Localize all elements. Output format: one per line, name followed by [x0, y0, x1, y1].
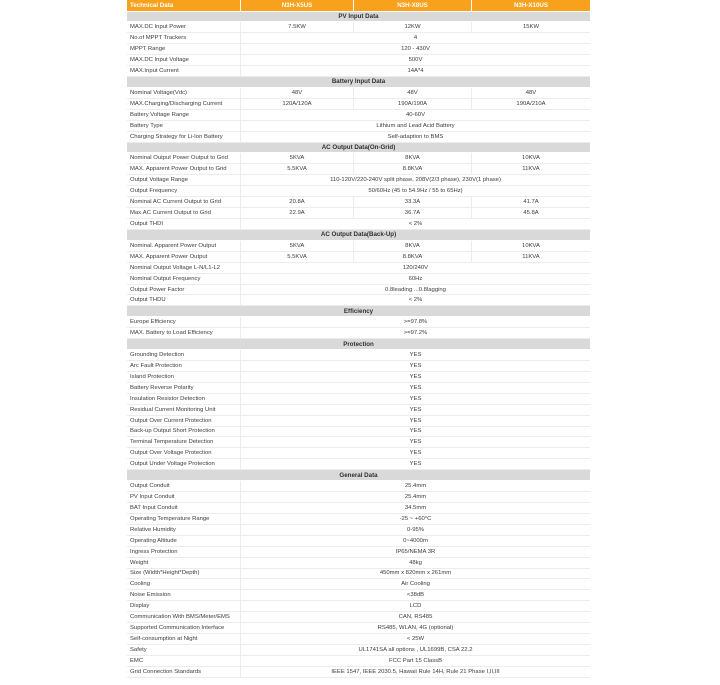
row-value: 190A/190A	[353, 99, 471, 109]
model-column-header: N3H-X5US	[240, 0, 353, 11]
table-row	[127, 416, 590, 427]
row-label: Communication With BMS/Meter/EMS	[130, 614, 230, 621]
table-row	[127, 66, 590, 77]
table-row	[127, 350, 590, 361]
table-row	[127, 164, 590, 175]
row-label: Island Protection	[130, 373, 174, 380]
row-label: Output Conduit	[130, 483, 170, 490]
row-label: Safety	[130, 646, 147, 653]
table-row	[127, 88, 590, 99]
table-row	[127, 55, 590, 66]
row-value-merged: 120/240V	[240, 263, 590, 273]
row-label: Ingress Protection	[130, 548, 178, 555]
row-value-merged: YES	[240, 361, 590, 371]
row-label: Display	[130, 603, 150, 610]
row-label: MAX.DC Input Voltage	[130, 57, 189, 64]
row-value-merged: YES	[240, 416, 590, 426]
row-value-merged: 110-120V/220-240V split phase, 208V(2/3 phase), 230V(1 phase)	[240, 175, 590, 185]
row-label: Output Voltage Range	[130, 177, 188, 184]
row-value: 36.7A	[353, 208, 471, 218]
table-row	[127, 383, 590, 394]
section-title: Efficiency	[343, 307, 374, 315]
row-label: PV Input Conduit	[130, 494, 175, 501]
row-value-merged: -25 ~ +60°C	[240, 514, 590, 524]
table-row	[127, 274, 590, 285]
section-header-row	[127, 470, 590, 481]
table-row	[127, 328, 590, 339]
row-label: Terminal Temperature Detection	[130, 439, 214, 446]
table-row	[127, 153, 590, 164]
row-label: Nominal Output Power Output to Grid	[130, 155, 228, 162]
table-row	[127, 121, 590, 132]
row-label: Europe Efficiency	[130, 319, 176, 326]
row-label: Size (Width*Height*Depth)	[130, 570, 200, 577]
row-label: Arc Fault Protection	[130, 362, 182, 369]
table-row	[127, 579, 590, 590]
table-row	[127, 437, 590, 448]
row-value-merged: YES	[240, 427, 590, 437]
section-title: PV Input Data	[338, 12, 379, 20]
row-value-merged: RS485, WLAN, 4G (optional)	[240, 623, 590, 633]
row-label: Nominal. Apparent Power Output	[130, 242, 217, 249]
row-label: Output THDU	[130, 297, 166, 304]
row-value-merged: 25.4mm	[240, 481, 590, 491]
row-value-merged: 450mm x 820mm x 261mm	[240, 569, 590, 579]
row-value-merged: 14A*4	[240, 66, 590, 76]
table-row	[127, 492, 590, 503]
row-value: 5KVA	[240, 241, 353, 251]
table-row	[127, 634, 590, 645]
row-value-merged: 0-95%	[240, 525, 590, 535]
row-value-merged: YES	[240, 394, 590, 404]
table-row	[127, 569, 590, 580]
row-label: MAX.Input Current	[130, 68, 179, 75]
row-label: Nominal Output Frequency	[130, 275, 201, 282]
row-label: Output THDI	[130, 220, 163, 227]
row-label: Residual Current Monitoring Unit	[130, 406, 216, 413]
table-row	[127, 285, 590, 296]
table-row	[127, 175, 590, 186]
row-label: Operating Temperature Range	[130, 515, 210, 522]
row-value: 22.9A	[240, 208, 353, 218]
row-value-merged: FCC Part 15 ClassB	[240, 656, 590, 666]
row-value-merged: < 2%	[240, 219, 590, 229]
row-value: 15KW	[471, 22, 590, 32]
row-value: 48V	[240, 88, 353, 98]
row-label: Relative Humidity	[130, 526, 176, 533]
table-row	[127, 601, 590, 612]
table-row	[127, 503, 590, 514]
row-value-merged: Self-adaption to BMS	[240, 132, 590, 142]
row-value-merged: IEEE 1547, IEEE 2030.5, Hawaii Rule 14H, Rule 21 Phase I,II,III	[240, 667, 590, 677]
section-header-row	[127, 77, 590, 88]
row-value-merged: 4	[240, 33, 590, 43]
row-label: Output Over Voltage Protection	[130, 450, 212, 457]
row-value: 7.5KW	[240, 22, 353, 32]
row-value-merged: YES	[240, 372, 590, 382]
row-value: 190A/210A	[471, 99, 590, 109]
section-header-row	[127, 143, 590, 154]
table-row	[127, 525, 590, 536]
row-value-merged: YES	[240, 448, 590, 458]
table-row	[127, 448, 590, 459]
row-value: 20.8A	[240, 197, 353, 207]
row-value-merged: LCD	[240, 601, 590, 611]
table-row	[127, 317, 590, 328]
row-value-merged: Lithium and Lead Acid Battery	[240, 121, 590, 131]
table-row	[127, 372, 590, 383]
row-value: 48V	[353, 88, 471, 98]
table-row	[127, 110, 590, 121]
row-value: 8KVA	[353, 241, 471, 251]
row-value-merged: CAN, RS485	[240, 612, 590, 622]
row-label: MPPT Range	[130, 46, 166, 53]
row-value-merged: 34.5mm	[240, 503, 590, 513]
row-value-merged: <38dB	[240, 590, 590, 600]
technical-data-table	[127, 0, 590, 678]
row-value-merged: 60Hz	[240, 274, 590, 284]
row-label: Supported Communication Interface	[130, 625, 225, 632]
table-title-header: Technical Data	[130, 1, 174, 9]
row-label: Battery Reverse Polarity	[130, 384, 194, 391]
row-value: 8KVA	[353, 153, 471, 163]
row-value-merged: >=97.8%	[240, 317, 590, 327]
section-header-row	[127, 12, 590, 23]
row-label: Charging Strategy for Li-Ion Battery	[130, 133, 223, 140]
table-row	[127, 590, 590, 601]
row-value: 5.5KVA	[240, 164, 353, 174]
row-value: 45.8A	[471, 208, 590, 218]
row-label: Max.AC Current Output to Grid	[130, 210, 211, 217]
row-value-merged: 50/60Hz (45 to 54.9Hz / 55 to 65Hz)	[240, 186, 590, 196]
table-row	[127, 197, 590, 208]
section-header-row	[127, 306, 590, 317]
table-row	[127, 295, 590, 306]
table-row	[127, 99, 590, 110]
row-value-merged: YES	[240, 459, 590, 469]
row-value: 11KVA	[471, 252, 590, 262]
table-row	[127, 219, 590, 230]
row-label: Output Under Voltage Protection	[130, 461, 215, 468]
row-value: 5.5KVA	[240, 252, 353, 262]
model-column-header: N3H-X8US	[353, 0, 471, 11]
table-row	[127, 459, 590, 470]
row-value-merged: 120 - 430V	[240, 44, 590, 54]
row-label: MAX.Charging/Discharging Current	[130, 100, 223, 107]
row-value-merged: YES	[240, 405, 590, 415]
row-value: 11KVA	[471, 164, 590, 174]
table-row	[127, 22, 590, 33]
table-row	[127, 33, 590, 44]
row-label: Nominal AC Current Output to Grid	[130, 199, 222, 206]
table-row	[127, 481, 590, 492]
row-value: 8.8KVA	[353, 164, 471, 174]
row-label: Grid Connection Standards	[130, 668, 202, 675]
table-row	[127, 612, 590, 623]
row-value-merged: Air Cooling	[240, 579, 590, 589]
row-label: Grounding Detection	[130, 352, 185, 359]
row-label: Output Frequency	[130, 188, 178, 195]
row-value-merged: 0~4000m	[240, 536, 590, 546]
section-header-row	[127, 230, 590, 241]
row-value: 5KVA	[240, 153, 353, 163]
section-title: General Data	[339, 471, 378, 479]
row-label: Operating Altitude	[130, 537, 177, 544]
row-label: Cooling	[130, 581, 150, 588]
row-value: 120A/120A	[240, 99, 353, 109]
table-row	[127, 536, 590, 547]
table-row	[127, 667, 590, 678]
row-label: Nominal Output Voltage L-N/L1-L2	[130, 264, 221, 271]
table-row	[127, 44, 590, 55]
row-label: Output Power Factor	[130, 286, 185, 293]
table-row	[127, 623, 590, 634]
row-label: MAX. Apparent Power Output to Grid	[130, 166, 227, 173]
row-value: 10KVA	[471, 241, 590, 251]
row-value-merged: YES	[240, 383, 590, 393]
row-label: No.of MPPT Trackers	[130, 35, 187, 42]
row-value-merged: >=97.2%	[240, 328, 590, 338]
row-value: 8.8KVA	[353, 252, 471, 262]
row-value-merged: UL1741SA all options , UL1699B, CSA 22.2	[240, 645, 590, 655]
row-label: MAX. Apparent Power Output	[130, 253, 208, 260]
row-label: MAX. Battery to Load Efficiency	[130, 330, 213, 337]
row-label: Insulation Resistor Detection	[130, 395, 205, 402]
table-row	[127, 645, 590, 656]
model-column-header: N3H-X10US	[471, 0, 590, 11]
table-row	[127, 547, 590, 558]
table-row	[127, 132, 590, 143]
table-row	[127, 394, 590, 405]
row-value-merged: 500V	[240, 55, 590, 65]
row-label: Output Over Current Protection	[130, 417, 212, 424]
row-label: Weight	[130, 559, 149, 566]
row-value-merged: IP65/NEMA 3R	[240, 547, 590, 557]
table-row	[127, 558, 590, 569]
table-row	[127, 656, 590, 667]
row-value: 10KVA	[471, 153, 590, 163]
section-header-row	[127, 339, 590, 350]
row-label: Battery Type	[130, 122, 163, 129]
row-label: MAX.DC Input Power	[130, 24, 186, 31]
row-value: 33.3A	[353, 197, 471, 207]
row-value-merged: 0.8leading ...0.8lagging	[240, 285, 590, 295]
section-title: Battery Input Data	[331, 78, 386, 86]
section-title: AC Output Data(Back-Up)	[320, 231, 397, 239]
row-value-merged: 25.4mm	[240, 492, 590, 502]
table-row	[127, 241, 590, 252]
row-value-merged: 40-60V	[240, 110, 590, 120]
row-value-merged: YES	[240, 350, 590, 360]
row-value-merged: < 2%	[240, 295, 590, 305]
row-label: Self-consumption at Night	[130, 636, 198, 642]
row-label: Back-up Output Short Protection	[130, 428, 215, 435]
row-value: 48V	[471, 88, 590, 98]
row-value: 41.7A	[471, 197, 590, 207]
row-value-merged: < 25W	[240, 634, 590, 644]
table-row	[127, 405, 590, 416]
table-row	[127, 361, 590, 372]
row-value-merged: 48kg	[240, 558, 590, 568]
table-row	[127, 427, 590, 438]
row-label: BAT Input Conduit	[130, 504, 178, 511]
row-value: 12KW	[353, 22, 471, 32]
row-label: Noise Emission	[130, 592, 171, 599]
table-row	[127, 514, 590, 525]
row-value-merged: YES	[240, 437, 590, 447]
header-row	[127, 0, 590, 12]
table-row	[127, 186, 590, 197]
table-row	[127, 263, 590, 274]
row-label: Battery Voltage Range	[130, 111, 189, 118]
table-row	[127, 252, 590, 263]
row-label: Nominal Voltage(Vdc)	[130, 89, 187, 96]
section-title: Protection	[343, 340, 374, 348]
section-title: AC Output Data(On-Grid)	[321, 144, 396, 152]
row-label: EMC	[130, 657, 144, 664]
table-row	[127, 208, 590, 219]
